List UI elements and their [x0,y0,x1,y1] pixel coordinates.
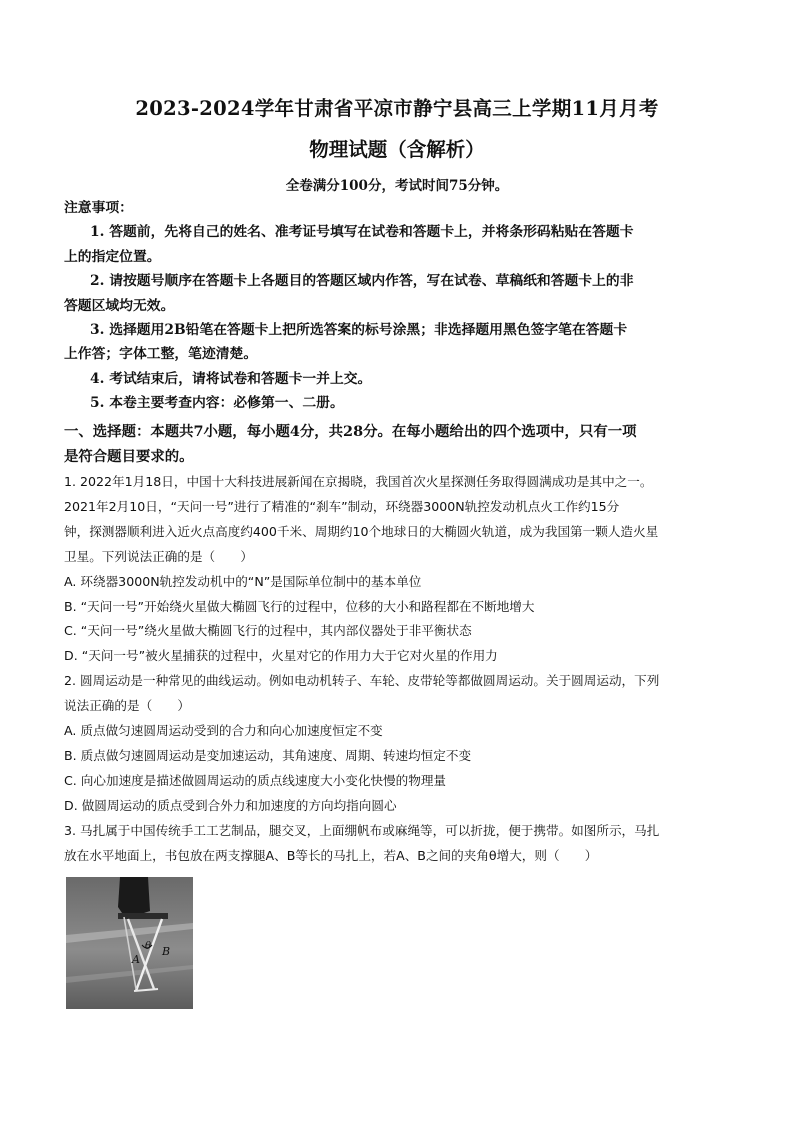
leg-a-label: A [132,953,140,966]
option-c: C. “天问一号”绕火星做大椭圆飞行的过程中，其内部仪器处于非平衡状态 [64,623,472,639]
question-text: 2. 圆周运动是一种常见的曲线运动。例如电动机转子、车轮、皮带轮等都做圆周运动。关于圆周运动，下列 [64,673,660,689]
notes-item: 答题区域均无效。 [64,297,175,314]
option-b: B. “天问一号”开始绕火星做大椭圆飞行的过程中，位移的大小和路程都在不断地增大 [64,598,535,614]
notes-heading: 注意事项： [64,200,133,216]
notes-item: 上作答；字体工整，笔迹清楚。 [64,346,258,363]
page-subtitle: 物理试题（含解析） [309,138,485,161]
question-3 [64,819,732,869]
page-title: 2023-2024学年甘肃省平凉市静宁县高三上学期11月月考 [135,97,659,120]
question-text: 放在水平地面上，书包放在两支撑腿A、B等长的马扎上，若A、B之间的夹角θ增大，则（ ） [64,847,598,863]
exam-info: 全卷满分100分，考试时间75分钟。 [285,178,509,194]
option-d: D. 做圆周运动的质点受到合外力和加速度的方向均指向圆心 [64,797,397,813]
question-1 [64,470,732,669]
question-text: 卫星。下列说法正确的是（ ） [64,548,253,564]
question-text: 钟，探测器顺利进入近火点高度约400千米、周期约10个地球日的大椭圆火轨道，成为我国第一颗人造火星 [64,523,659,539]
option-c: C. 向心加速度是描述做圆周运动的质点线速度大小变化快慢的物理量 [64,772,447,788]
stool-seat [118,913,168,919]
notes-block [64,196,732,416]
option-a: A. 质点做匀速圆周运动受到的合力和向心加速度恒定不变 [64,723,383,739]
notes-item: 1. 答题前，先将自己的姓名、准考证号填写在试卷和答题卡上，并将条形码粘贴在答题卡 [90,224,634,241]
question-text: 2021年2月10日，“天问一号”进行了精准的“刹车”制动，环绕器3000N轨控发动机点火工作约15分 [64,498,620,514]
question-text: 1. 2022年1月18日，中国十大科技进展新闻在京揭晓，我国首次火星探测任务取得圆满成功是其中之一。 [64,474,653,489]
notes-item: 上的指定位置。 [64,248,161,265]
section-heading [64,420,732,469]
notes-item: 4. 考试结束后，请将试卷和答题卡一并上交。 [90,370,372,387]
angle-label: θ [145,941,152,952]
section-heading-line: 是符合题目要求的。 [64,447,194,465]
section-heading-line: 一、选择题：本题共7小题，每小题4分，共28分。在每小题给出的四个选项中，只有一项 [64,423,637,440]
notes-item: 2. 请按题号顺序在答题卡上各题目的答题区域内作答，写在试卷、草稿纸和答题卡上的非 [90,273,634,290]
option-b: B. 质点做匀速圆周运动是变加速运动，其角速度、周期、转速均恒定不变 [64,747,472,763]
notes-item: 3. 选择题用2B铅笔在答题卡上把所选答案的标号涂黑；非选择题用黑色签字笔在答题卡 [90,322,628,339]
option-d: D. “天问一号”被火星捕获的过程中，火星对它的作用力大于它对火星的作用力 [64,648,498,664]
question-2 [64,669,732,818]
questions [64,470,732,869]
question-text: 说法正确的是（ ） [64,698,190,714]
option-a: A. 环绕器3000N轨控发动机中的“N”是国际单位制中的基本单位 [64,573,422,589]
question-text: 3. 马扎属于中国传统手工工艺制品，腿交叉，上面绷帆布或麻绳等，可以折拢，便于携带。如图所示，马扎 [64,822,660,838]
leg-b-label: B [162,945,171,958]
notes-item: 5. 本卷主要考查内容：必修第一、二册。 [90,395,344,412]
stool-photo [66,877,193,1009]
